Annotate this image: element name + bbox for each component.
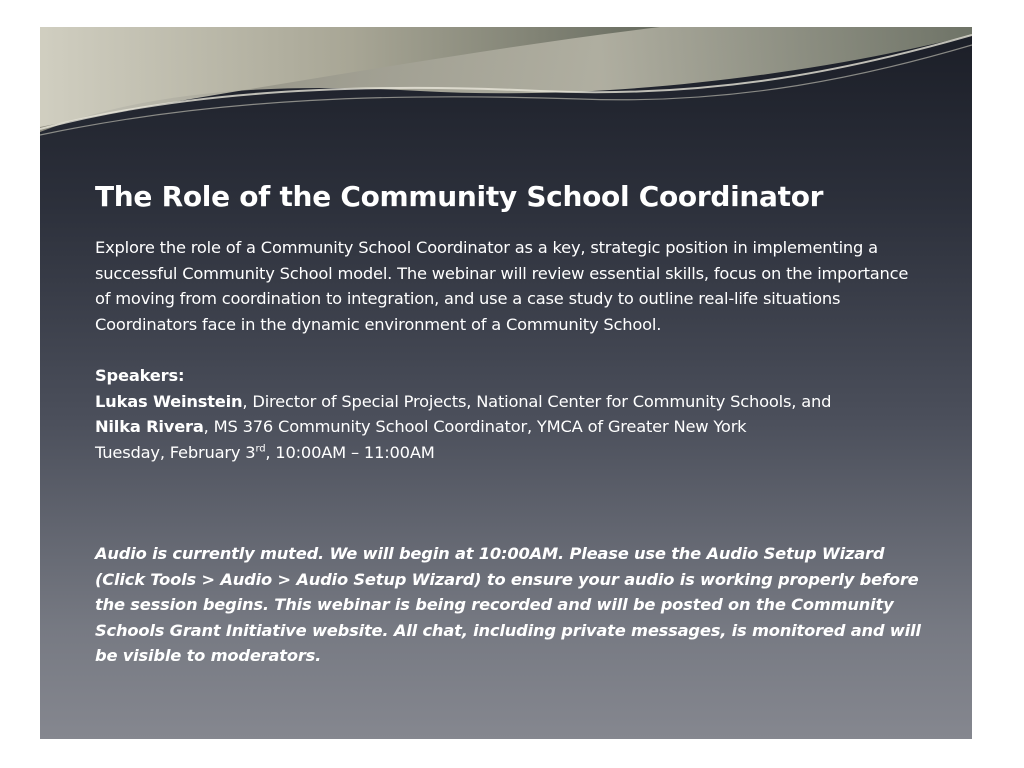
speakers-section [95, 363, 925, 465]
date-time: , 10:00AM – 11:00AM [265, 442, 435, 462]
speaker-entry [95, 414, 925, 440]
header-swoosh-decoration [40, 27, 972, 167]
webinar-description: Explore the role of a Community School Coordinator as a key, strategic position in implementing a successful Community School model. The webinar will review essential skills, focus on the importance of moving from coordination to integration, and use a case study to outline real-life situations Coordinators face in the dynamic environment of a Community School. [95, 238, 909, 334]
speakers-heading: Speakers: [95, 366, 185, 385]
slide [40, 27, 972, 739]
speaker-role: , MS 376 Community School Coordinator, YMCA of Greater New York [203, 417, 747, 436]
audio-notice: Audio is currently muted. We will begin at 10:00AM. Please use the Audio Setup Wizard (Click Tools > Audio > Audio Setup Wizard) to ensure your audio is working properly before the session begins. This webinar is being recorded and will be posted on the Community Schools Grant Initiative website. All chat, including private messages, is monitored and will be visible to moderators. [95, 544, 921, 665]
slide-content [95, 177, 925, 685]
slide-title: The Role of the Community School Coordinator [95, 180, 824, 213]
webinar-date [95, 440, 925, 466]
speaker-name: Lukas Weinstein [95, 391, 243, 411]
date-prefix: Tuesday, February 3 [95, 442, 256, 462]
speaker-name: Nilka Rivera [95, 417, 204, 436]
speaker-entry [95, 389, 925, 415]
speaker-role: , Director of Special Projects, National Center for Community Schools, and [242, 391, 832, 411]
date-ordinal-suffix: rd [255, 443, 266, 455]
